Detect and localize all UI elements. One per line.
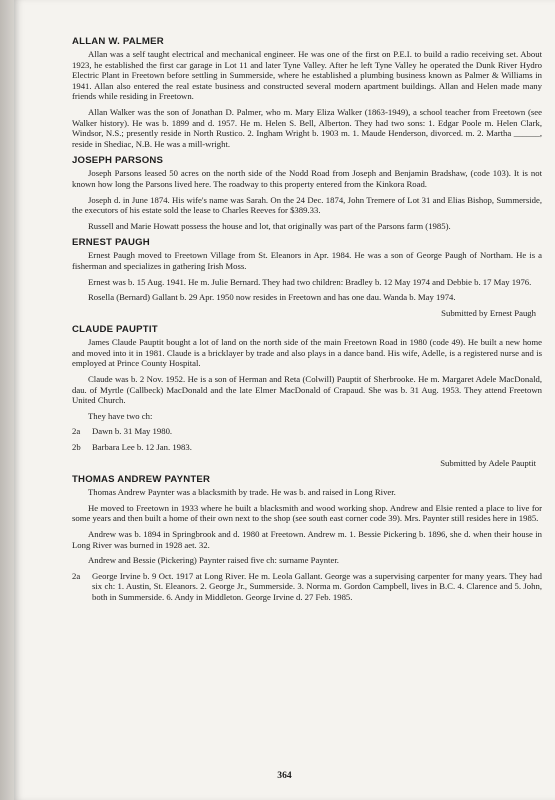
section-parsons bbox=[72, 155, 542, 231]
children-intro: They have two ch: bbox=[88, 410, 153, 421]
child-text: Barbara Lee b. 12 Jan. 1983. bbox=[92, 442, 192, 453]
section-palmer bbox=[72, 36, 542, 149]
section-pauptit bbox=[72, 324, 542, 468]
book-page bbox=[14, 0, 555, 800]
paragraph: Ernest was b. 15 Aug. 1941. He m. Julie Bernard. They had two children: Bradley b. 12 May 1974 and Debbie b. 17 May 1976. bbox=[88, 276, 532, 287]
paragraph: Russell and Marie Howatt possess the house and lot, that originally was part of the Parsons farm (1985). bbox=[88, 220, 451, 231]
section-paynter bbox=[72, 474, 542, 602]
paragraph: Joseph Parsons leased 50 acres on the north side of the Nodd Road from Joseph and Benjamin Bradshaw, (code 103). It is not known how long the Parsons lived here. The roadway to this property entered from the Kinkora Road. bbox=[72, 168, 542, 189]
paragraph: Rosella (Bernard) Gallant b. 29 Apr. 1950 now resides in Freetown and has one dau. Wanda b. May 1974. bbox=[88, 292, 456, 303]
paragraph: Ernest Paugh moved to Freetown Village from St. Eleanors in Apr. 1984. He was a son of George Paugh of Northam. He is a fisherman and specializes in gathering Irish Moss. bbox=[72, 250, 542, 271]
paragraph: Joseph d. in June 1874. His wife's name was Sarah. On the 24 Dec. 1874, John Tremere of Lot 31 and Elias Bishop, Summerside, the executors of his estate sold the lease to Charles Reeves for $389.33. bbox=[72, 194, 542, 216]
child-entry bbox=[72, 426, 542, 437]
page-number: 364 bbox=[277, 770, 292, 781]
child-text: Dawn b. 31 May 1980. bbox=[92, 426, 173, 437]
submitted-by: Submitted by Ernest Paugh bbox=[441, 307, 536, 318]
book-gutter bbox=[0, 0, 14, 800]
section-paugh bbox=[72, 237, 542, 318]
heading-paynter: THOMAS ANDREW PAYNTER bbox=[72, 474, 211, 486]
heading-parsons: JOSEPH PARSONS bbox=[72, 155, 164, 167]
paragraph: Thomas Andrew Paynter was a blacksmith by trade. He was b. and raised in Long River. bbox=[88, 487, 396, 498]
child-code: 2a bbox=[72, 570, 81, 581]
paragraph: Allan was a self taught electrical and mechanical engineer. He was one of the first on P.E.I. to build a radio receiving set. About 1923, he established the first car garage in Lot 11 and later Tyne Valley. After he left Tyne Valley he operated the Dunk River Hydro Electric Plant in Freetown before settling in Summerside, where he established a plumbing business known as Palmer & Williams in 1941. Allan also entered the real estate business and constructed several modern apartment buildings. Allan and Helen made many friends while residing in Freetown. bbox=[72, 49, 542, 102]
child-entry bbox=[72, 571, 542, 603]
paragraph: Allan Walker was the son of Jonathan D. Palmer, who m. Mary Eliza Walker (1863-1949), a school teacher from Freetown (see Walker history). He was b. 1899 and d. 1957. He m. Helen S. Bell, Alberton. They had two sons: 1. Edgar Poole m. Helen Clark, Windsor, N.S.; presently reside in North Rustico. 2. Ingham Wright b. 1903 m. 1. Maude Henderson, divorced. m. 2. Martha ______, reside in Shediac, N.B. He was a mill-wright. bbox=[72, 106, 542, 149]
child-code: 2b bbox=[72, 442, 81, 453]
heading-paugh: ERNEST PAUGH bbox=[72, 237, 150, 249]
paragraph: He moved to Freetown in 1933 where he built a blacksmith and wood working shop. Andrew and Elsie rented a place to live for some years and then built a home of their own next to the shop (see south east corner code 39). Mrs. Paynter still resides here in 1985. bbox=[72, 502, 542, 524]
child-text: George Irvine b. 9 Oct. 1917 at Long River. He m. Leola Gallant. George was a supervising carpenter for many years. They had six ch: 1. Austin, St. Eleanors. 2. George Jr., Summerside. 3. Norma m. Gordon Campbell, lives in B.C. 4. Clarence and 5. John, both in Summerside. 6. Andy in Middleton. George Irvine d. 27 Feb. 1985. bbox=[92, 570, 542, 602]
heading-palmer: ALLAN W. PALMER bbox=[72, 36, 164, 47]
child-code: 2a bbox=[72, 426, 81, 437]
paragraph: Claude was b. 2 Nov. 1952. He is a son of Herman and Reta (Colwill) Pauptit of Sherbrooke. He m. Margaret Adele MacDonald, dau. of Myrtle (Callbeck) MacDonald and the late Elmer MacDonald of Crapaud. She was b. 31 Aug. 1953. They attend Freetown United Church. bbox=[72, 374, 542, 406]
paragraph: James Claude Pauptit bought a lot of land on the north side of the main Freetown Road in 1980 (code 49). He built a new home and moved into it in 1981. Claude is a bricklayer by trade and also plays in a dance band. His wife, Adelle, is a registered nurse and is employed at Prince County Hospital. bbox=[72, 337, 542, 369]
heading-pauptit: CLAUDE PAUPTIT bbox=[72, 324, 158, 336]
paragraph: Andrew and Bessie (Pickering) Paynter raised five ch: surname Paynter. bbox=[88, 555, 339, 566]
submitted-by: Submitted by Adele Pauptit bbox=[440, 457, 536, 468]
page-content bbox=[72, 36, 542, 609]
child-entry bbox=[72, 442, 542, 453]
paragraph: Andrew was b. 1894 in Springbrook and d. 1980 at Freetown. Andrew m. 1. Bessie Pickering b. 1896, she d. when their house in Long River was burned in 1928 aet. 32. bbox=[72, 529, 542, 550]
